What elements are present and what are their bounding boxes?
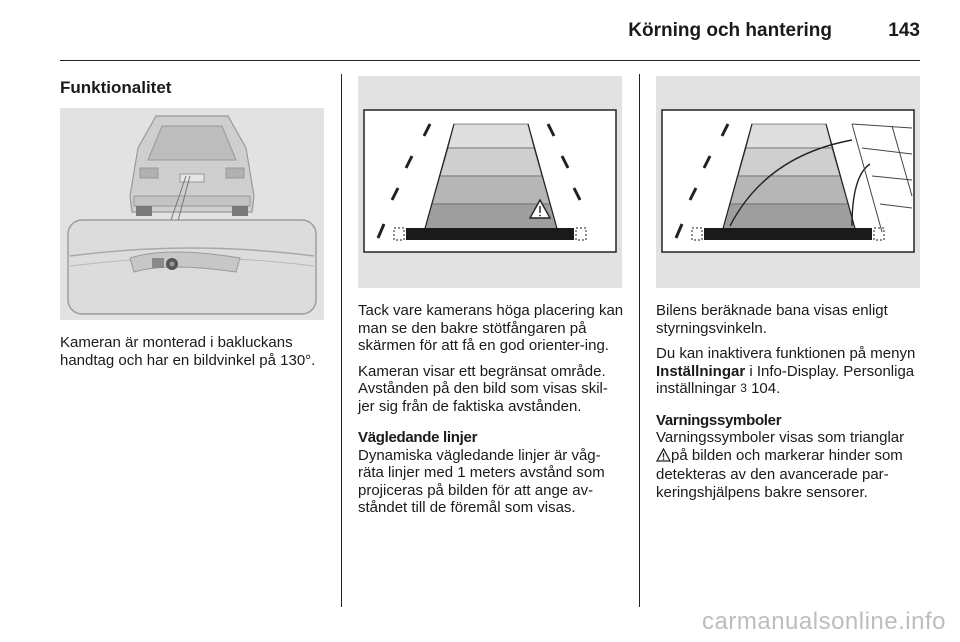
header-title: Körning och hantering: [628, 20, 832, 41]
column-divider: [341, 74, 342, 607]
column-middle-text: [358, 302, 624, 517]
warning-triangle-icon: [656, 448, 671, 467]
page-number: 143: [888, 20, 920, 41]
guide-lines-heading: Vägledande linjer: [358, 429, 478, 446]
limited-area-paragraph: Kameran visar ett begränsat område. Avstånden på den bild som visas skil-jer sig från de faktiska avstånden.: [358, 362, 608, 415]
camera-mount-paragraph: Kameran är monterad i bakluckans handtag och har en bildvinkel på 130°.: [60, 334, 316, 369]
page-reference-icon: 3: [740, 381, 747, 395]
camera-location-illustration: [60, 108, 324, 320]
column-right-text: [656, 302, 922, 501]
trajectory-paragraph: Bilens beräknade bana visas enligt styrningsvinkeln.: [656, 302, 888, 337]
bumper-view-paragraph: Tack vare kamerans höga placering kan man se den bakre stötfångaren på skärmen för att få en god orienter-ing.: [358, 302, 624, 354]
disable-function-paragraph: Du kan inaktivera funktionen på menyn Inställningar i Info-Display. Personliga inställningar 3 104.: [656, 345, 916, 397]
warning-symbols-paragraph: Varningssymboler visas som trianglar på bilden och markerar hinder som detekteras av den avancerade par-keringshjälpens bakre sensorer.: [656, 429, 905, 501]
settings-menu-label: Inställningar: [656, 362, 746, 380]
trajectory-illustration: [656, 76, 920, 288]
guide-lines-paragraph: Dynamiska vägledande linjer är våg-räta linjer med 1 meters avstånd som projiceras på bilden för att ange av-ståndet till de föremål som visas.: [358, 446, 605, 516]
section-title: Funktionalitet: [60, 78, 172, 97]
watermark: carmanualsonline.info: [702, 608, 946, 635]
warning-symbols-heading: Varningssymboler: [656, 411, 782, 429]
column-divider: [639, 74, 640, 607]
guide-lines-illustration: [358, 76, 622, 288]
page-header: [60, 0, 920, 61]
column-left-text: [60, 334, 326, 369]
